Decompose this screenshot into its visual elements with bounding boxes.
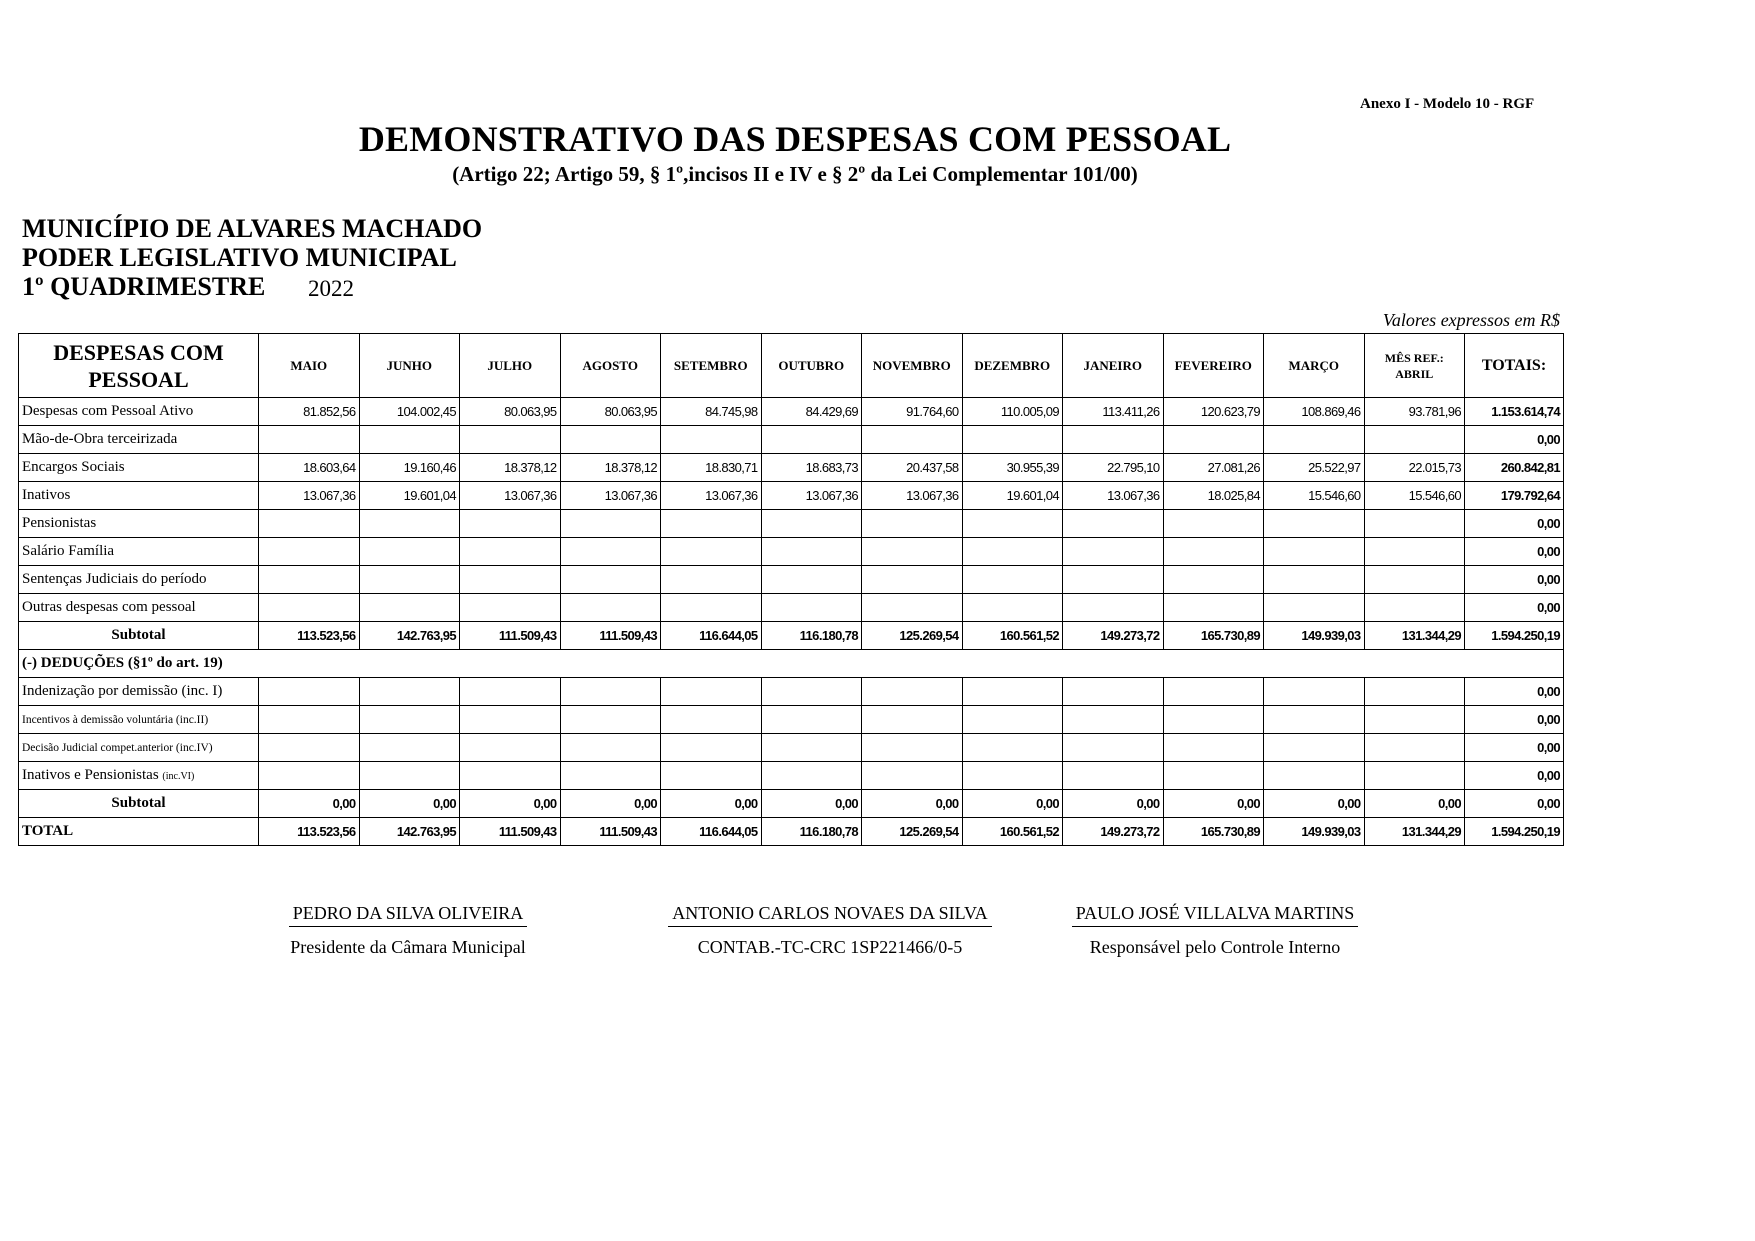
table-cell: 18.603,64	[259, 454, 360, 482]
row-label: Pensionistas	[19, 510, 259, 538]
table-cell: 80.063,95	[460, 398, 561, 426]
table-cell	[661, 426, 762, 454]
table-cell: 149.939,03	[1264, 818, 1365, 846]
table-cell	[1063, 706, 1164, 734]
table-cell	[661, 762, 762, 790]
table-cell	[1264, 510, 1365, 538]
table-cell	[1163, 706, 1264, 734]
table-cell	[661, 510, 762, 538]
col-header-month: JULHO	[460, 334, 561, 398]
signer-name: PEDRO DA SILVA OLIVEIRA	[289, 903, 528, 927]
deductions-label: (-) DEDUÇÕES (§1º do art. 19)	[19, 650, 1564, 678]
row-label	[19, 734, 259, 762]
table-cell	[1364, 426, 1465, 454]
row-label: Despesas com Pessoal Ativo	[19, 398, 259, 426]
table-cell	[761, 426, 862, 454]
table-cell: 113.411,26	[1063, 398, 1164, 426]
table-cell: 84.745,98	[661, 398, 762, 426]
table-cell: 0,00	[661, 790, 762, 818]
deduction-row	[19, 734, 1564, 762]
table-cell	[259, 734, 360, 762]
table-cell	[1364, 734, 1465, 762]
table-cell	[1063, 566, 1164, 594]
units-note: Valores expressos em R$	[1382, 310, 1560, 330]
table-cell	[862, 706, 963, 734]
table-row	[19, 454, 1564, 482]
table-cell	[661, 594, 762, 622]
table-cell: 116.644,05	[661, 622, 762, 650]
table-cell: 13.067,36	[661, 482, 762, 510]
table-cell	[761, 678, 862, 706]
table-cell: 93.781,96	[1364, 398, 1465, 426]
table-cell	[962, 734, 1063, 762]
signer-name: ANTONIO CARLOS NOVAES DA SILVA	[668, 903, 991, 927]
table-cell	[1264, 706, 1365, 734]
table-cell: 18.378,12	[560, 454, 661, 482]
table-cell	[1163, 566, 1264, 594]
col-header-month: FEVEREIRO	[1163, 334, 1264, 398]
table-cell: 160.561,52	[962, 622, 1063, 650]
header-row	[19, 334, 1564, 398]
table-cell: 120.623,79	[1163, 398, 1264, 426]
table-row	[19, 510, 1564, 538]
table-cell	[862, 734, 963, 762]
row-total: 0,00	[1465, 706, 1564, 734]
table-cell: 113.523,56	[259, 622, 360, 650]
table-cell	[259, 594, 360, 622]
table-cell: 111.509,43	[460, 622, 561, 650]
table-cell: 81.852,56	[259, 398, 360, 426]
table-cell: 13.067,36	[259, 482, 360, 510]
table-cell	[661, 734, 762, 762]
table-cell	[1364, 594, 1465, 622]
col-header-month: MARÇO	[1264, 334, 1365, 398]
table-cell	[460, 538, 561, 566]
table-cell	[560, 426, 661, 454]
row-total: 0,00	[1465, 566, 1564, 594]
table-cell	[359, 426, 460, 454]
table-cell: 18.830,71	[661, 454, 762, 482]
row-total: 179.792,64	[1465, 482, 1564, 510]
table-cell: 125.269,54	[862, 622, 963, 650]
table-cell: 0,00	[1163, 790, 1264, 818]
table-cell: 13.067,36	[862, 482, 963, 510]
table-cell: 15.546,60	[1264, 482, 1365, 510]
table-cell	[1063, 510, 1164, 538]
table-cell: 18.025,84	[1163, 482, 1264, 510]
row-total: 1.153.614,74	[1465, 398, 1564, 426]
table-cell: 149.273,72	[1063, 818, 1164, 846]
col-header-expenses: DESPESAS COM PESSOAL	[19, 334, 259, 398]
table-cell	[460, 510, 561, 538]
table-cell	[1364, 566, 1465, 594]
table-cell: 84.429,69	[761, 398, 862, 426]
table-cell	[962, 706, 1063, 734]
table-cell: 0,00	[259, 790, 360, 818]
row-label: Encargos Sociais	[19, 454, 259, 482]
table-cell	[1264, 566, 1365, 594]
col-header-month: AGOSTO	[560, 334, 661, 398]
table-cell	[862, 762, 963, 790]
table-cell	[962, 678, 1063, 706]
row-total: 0,00	[1465, 762, 1564, 790]
table-cell	[862, 510, 963, 538]
table-cell: 131.344,29	[1364, 818, 1465, 846]
col-header-month: MAIO	[259, 334, 360, 398]
table-cell	[460, 734, 561, 762]
col-header-totals: TOTAIS:	[1465, 334, 1564, 398]
table-cell	[1163, 762, 1264, 790]
table-cell	[1364, 538, 1465, 566]
row-total: 1.594.250,19	[1465, 622, 1564, 650]
table-cell: 18.683,73	[761, 454, 862, 482]
table-cell	[1063, 762, 1164, 790]
table-cell: 30.955,39	[962, 454, 1063, 482]
table-cell	[460, 762, 561, 790]
table-cell: 111.509,43	[460, 818, 561, 846]
table-cell	[661, 678, 762, 706]
period-label: 1º QUADRIMESTRE	[22, 272, 266, 301]
row-label: TOTAL	[19, 818, 259, 846]
table-cell: 0,00	[862, 790, 963, 818]
table-cell: 131.344,29	[1364, 622, 1465, 650]
table-cell	[1163, 678, 1264, 706]
row-label-text: Indenização por demissão (inc. I)	[22, 683, 223, 699]
table-cell	[1163, 594, 1264, 622]
table-cell	[1163, 538, 1264, 566]
table-cell	[761, 566, 862, 594]
table-row	[19, 426, 1564, 454]
table-cell	[1364, 762, 1465, 790]
table-cell	[761, 706, 862, 734]
table-cell	[962, 594, 1063, 622]
table-cell: 0,00	[359, 790, 460, 818]
col-header-month: NOVEMBRO	[862, 334, 963, 398]
table-cell	[1264, 762, 1365, 790]
table-cell: 27.081,26	[1163, 454, 1264, 482]
table-row	[19, 398, 1564, 426]
table-cell	[962, 762, 1063, 790]
total-row	[19, 818, 1564, 846]
table-row	[19, 594, 1564, 622]
table-cell	[862, 678, 963, 706]
table-cell	[962, 538, 1063, 566]
signer-name: PAULO JOSÉ VILLALVA MARTINS	[1072, 903, 1358, 927]
row-total: 0,00	[1465, 790, 1564, 818]
table-cell	[460, 594, 561, 622]
table-cell	[962, 426, 1063, 454]
row-label: Sentenças Judiciais do período	[19, 566, 259, 594]
table-cell: 15.546,60	[1364, 482, 1465, 510]
table-cell: 165.730,89	[1163, 622, 1264, 650]
power-name: PODER LEGISLATIVO MUNICIPAL	[22, 243, 457, 272]
row-total: 0,00	[1465, 510, 1564, 538]
row-label	[19, 678, 259, 706]
table-cell: 19.601,04	[962, 482, 1063, 510]
row-label-text: Inativos e Pensionistas	[22, 767, 159, 783]
signer-role: Responsável pelo Controle Interno	[1089, 937, 1341, 957]
table-cell	[560, 566, 661, 594]
table-cell	[1364, 706, 1465, 734]
table-cell	[761, 510, 862, 538]
row-label	[19, 706, 259, 734]
table-cell	[460, 678, 561, 706]
signer-role: Presidente da Câmara Municipal	[290, 937, 526, 957]
table-cell	[862, 566, 963, 594]
table-cell: 111.509,43	[560, 818, 661, 846]
table-cell	[1364, 510, 1465, 538]
table-cell: 111.509,43	[560, 622, 661, 650]
table-cell	[1163, 734, 1264, 762]
table-cell: 142.763,95	[359, 622, 460, 650]
row-label: Subtotal	[19, 622, 259, 650]
table-cell	[1264, 678, 1365, 706]
row-total: 0,00	[1465, 426, 1564, 454]
row-total: 0,00	[1465, 734, 1564, 762]
deduction-row	[19, 678, 1564, 706]
table-cell: 116.644,05	[661, 818, 762, 846]
deduction-row	[19, 706, 1564, 734]
row-total: 0,00	[1465, 594, 1564, 622]
report-subtitle: (Artigo 22; Artigo 59, § 1º,incisos II e IV e § 2º da Lei Complementar 101/00)	[452, 162, 1138, 186]
table-cell	[962, 566, 1063, 594]
signature-president	[258, 903, 558, 958]
col-header-month: JANEIRO	[1063, 334, 1164, 398]
table-cell	[359, 734, 460, 762]
signature-internal-control	[1060, 903, 1370, 958]
deductions-subtotal-row	[19, 790, 1564, 818]
table-cell	[761, 594, 862, 622]
table-cell: 13.067,36	[761, 482, 862, 510]
table-cell: 116.180,78	[761, 818, 862, 846]
municipality-name: MUNICÍPIO DE ALVARES MACHADO	[22, 214, 483, 243]
table-cell	[661, 566, 762, 594]
table-cell	[259, 706, 360, 734]
table-cell: 108.869,46	[1264, 398, 1365, 426]
table-cell	[560, 706, 661, 734]
row-total: 260.842,81	[1465, 454, 1564, 482]
table-cell: 19.160,46	[359, 454, 460, 482]
table-cell: 22.015,73	[1364, 454, 1465, 482]
table-cell	[359, 678, 460, 706]
subtotal-row	[19, 622, 1564, 650]
row-label-text: Incentivos à demissão voluntária (inc.II)	[22, 713, 209, 726]
table-row	[19, 566, 1564, 594]
table-cell	[560, 678, 661, 706]
table-cell	[661, 538, 762, 566]
table-cell: 13.067,36	[460, 482, 561, 510]
table-cell	[1264, 594, 1365, 622]
table-cell	[1163, 510, 1264, 538]
signer-role: CONTAB.-TC-CRC 1SP221466/0-5	[697, 937, 963, 957]
row-total: 0,00	[1465, 678, 1564, 706]
annex-label: Anexo I - Modelo 10 - RGF	[1360, 96, 1535, 112]
signature-accountant	[655, 903, 1005, 958]
expense-table	[18, 333, 1564, 846]
table-cell: 125.269,54	[862, 818, 963, 846]
table-cell: 80.063,95	[560, 398, 661, 426]
table-cell: 25.522,97	[1264, 454, 1365, 482]
table-cell: 0,00	[1063, 790, 1164, 818]
table-cell	[560, 594, 661, 622]
row-label: Subtotal	[19, 790, 259, 818]
table-cell: 0,00	[460, 790, 561, 818]
table-cell: 0,00	[962, 790, 1063, 818]
table-cell	[1264, 538, 1365, 566]
table-cell: 104.002,45	[359, 398, 460, 426]
table-cell	[259, 426, 360, 454]
table-cell	[460, 426, 561, 454]
table-cell: 22.795,10	[1063, 454, 1164, 482]
report-year: 2022	[308, 276, 354, 301]
table-cell	[560, 734, 661, 762]
table-cell	[460, 566, 561, 594]
col-header-month: OUTUBRO	[761, 334, 862, 398]
table-cell	[1264, 734, 1365, 762]
deductions-section-row	[19, 650, 1564, 678]
table-cell: 0,00	[1364, 790, 1465, 818]
table-row	[19, 538, 1564, 566]
table-cell: 13.067,36	[1063, 482, 1164, 510]
col-header-month: DEZEMBRO	[962, 334, 1063, 398]
deduction-row	[19, 762, 1564, 790]
table-cell: 142.763,95	[359, 818, 460, 846]
table-cell	[359, 762, 460, 790]
table-cell	[862, 426, 963, 454]
table-cell	[761, 734, 862, 762]
table-cell	[560, 762, 661, 790]
table-cell	[761, 538, 862, 566]
row-label: Inativos	[19, 482, 259, 510]
table-cell	[1063, 734, 1164, 762]
table-cell	[359, 706, 460, 734]
col-header-month: JUNHO	[359, 334, 460, 398]
table-cell: 0,00	[560, 790, 661, 818]
table-cell: 91.764,60	[862, 398, 963, 426]
row-label: Salário Família	[19, 538, 259, 566]
row-label: Mão-de-Obra terceirizada	[19, 426, 259, 454]
table-cell	[862, 594, 963, 622]
table-cell	[359, 566, 460, 594]
row-label	[19, 762, 259, 790]
table-cell	[259, 510, 360, 538]
row-total: 1.594.250,19	[1465, 818, 1564, 846]
table-cell	[962, 510, 1063, 538]
col-header-month: SETEMBRO	[661, 334, 762, 398]
table-cell: 149.939,03	[1264, 622, 1365, 650]
table-cell	[1063, 538, 1164, 566]
table-cell: 116.180,78	[761, 622, 862, 650]
col-header-ref-month: MÊS REF.: ABRIL	[1364, 334, 1465, 398]
row-label-suffix: (inc.VI)	[162, 771, 195, 782]
report-title: DEMONSTRATIVO DAS DESPESAS COM PESSOAL	[358, 119, 1232, 159]
table-cell	[460, 706, 561, 734]
table-cell: 20.437,58	[862, 454, 963, 482]
table-cell: 0,00	[761, 790, 862, 818]
table-cell: 18.378,12	[460, 454, 561, 482]
table-cell	[1063, 426, 1164, 454]
table-cell	[359, 538, 460, 566]
table-cell: 19.601,04	[359, 482, 460, 510]
table-cell	[359, 594, 460, 622]
table-cell: 160.561,52	[962, 818, 1063, 846]
table-cell: 149.273,72	[1063, 622, 1164, 650]
table-cell	[259, 678, 360, 706]
table-cell: 165.730,89	[1163, 818, 1264, 846]
row-total: 0,00	[1465, 538, 1564, 566]
row-label-text: Decisão Judicial compet.anterior (inc.IV)	[22, 741, 213, 754]
table-cell	[560, 510, 661, 538]
table-cell	[761, 762, 862, 790]
table-cell	[661, 706, 762, 734]
table-cell	[259, 566, 360, 594]
table-cell	[560, 538, 661, 566]
table-cell: 0,00	[1264, 790, 1365, 818]
table-cell: 13.067,36	[560, 482, 661, 510]
table-cell	[1264, 426, 1365, 454]
table-cell	[1063, 594, 1164, 622]
table-cell	[1364, 678, 1465, 706]
row-label: Outras despesas com pessoal	[19, 594, 259, 622]
table-cell	[259, 538, 360, 566]
table-cell	[1163, 426, 1264, 454]
table-row	[19, 482, 1564, 510]
table-cell	[359, 510, 460, 538]
table-cell	[862, 538, 963, 566]
table-cell: 110.005,09	[962, 398, 1063, 426]
table-cell: 113.523,56	[259, 818, 360, 846]
table-cell	[259, 762, 360, 790]
table-cell	[1063, 678, 1164, 706]
